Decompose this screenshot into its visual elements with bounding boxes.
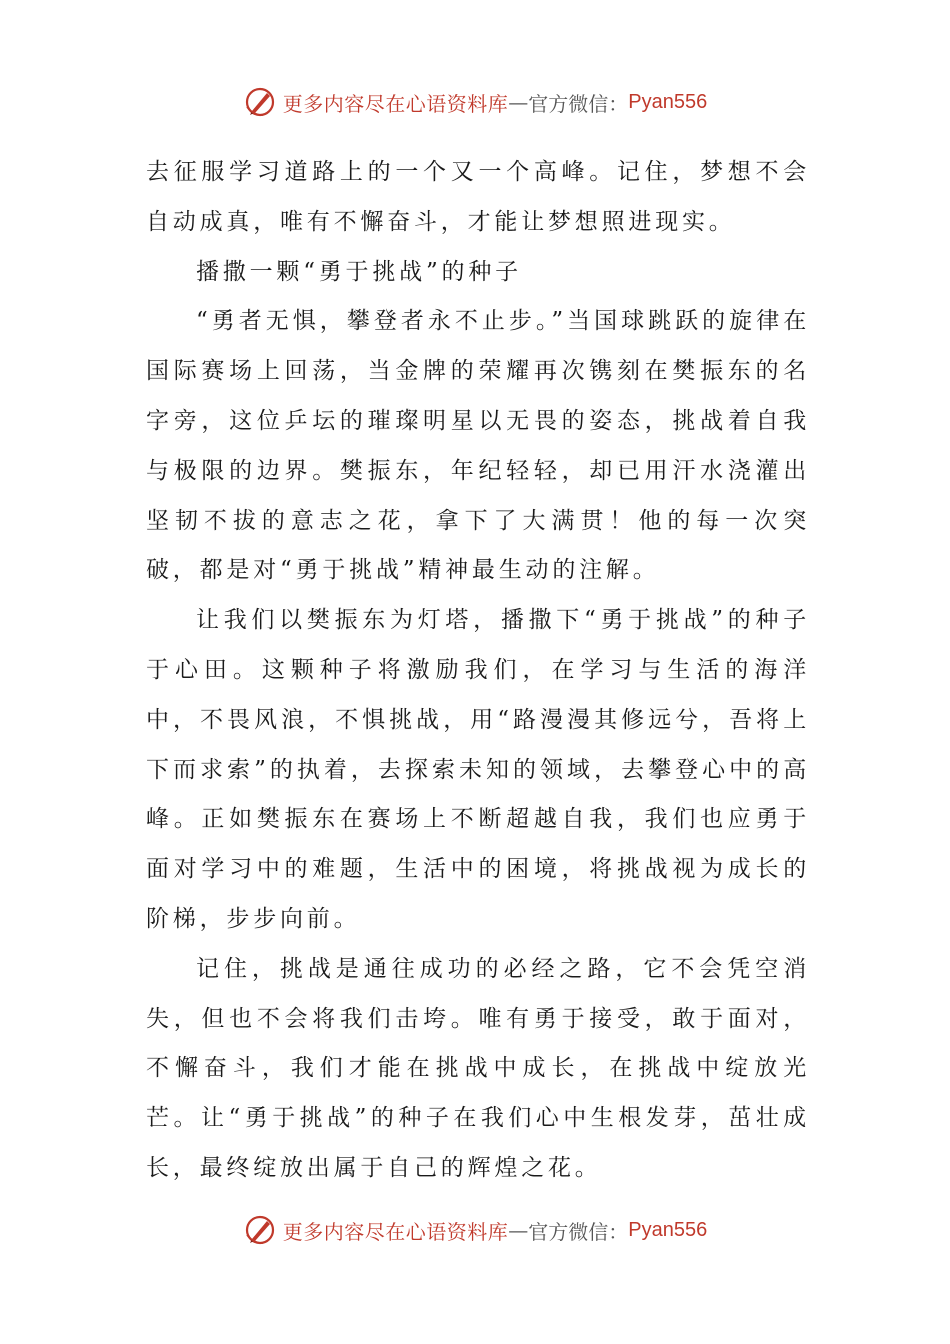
pen-circle-icon [243,85,277,119]
watermark-separator: — [508,90,529,114]
paragraph: “勇者无惧，攀登者永不止步。”当国球跳跃的旋律在国际赛场上回荡，当金牌的荣耀再次镌刻在樊振东的名字旁，这位乒坛的璀璨明星以无畏的姿态，挑战着自我与极限的边界。樊振东，年纪轻轻，却已用汗水浇灌出坚韧不拔的意志之花，拿下了大满贯！他的每一次突破，都是对“勇于挑战”精神最生动的注解。 [146,308,810,584]
header-watermark [0,82,950,122]
paragraph: 让我们以樊振东为灯塔，播撒下“勇于挑战”的种子于心田。这颗种子将激励我们，在学习与生活的海洋中，不畏风浪，不惧挑战，用“路漫漫其修远兮，吾将上下而求索”的执着，去探索未知的领域，去攀登心中的高峰。正如樊振东在赛场上不断超越自我，我们也应勇于面对学习中的难题，生活中的困境，将挑战视为成长的阶梯，步步向前。 [146,607,810,932]
watermark-wechat-label: 官方微信： [528,91,629,116]
document-body [146,148,810,1194]
watermark-title: 更多内容尽在心语资料库 [282,91,509,116]
footer-watermark [0,1210,950,1250]
pen-circle-icon [243,1213,277,1247]
watermark-wechat-label: 官方微信： [528,1219,629,1244]
paragraph: 记住，挑战是通往成功的必经之路，它不会凭空消失，但也不会将我们击垮。唯有勇于接受，敢于面对，不懈奋斗，我们才能在挑战中成长，在挑战中绽放光芒。让“勇于挑战”的种子在我们心中生根发芽，茁壮成长，最终绽放出属于自己的辉煌之花。 [146,955,810,1181]
watermark-separator: — [508,1218,529,1242]
section-heading: 播撒一颗“勇于挑战”的种子 [196,258,522,285]
watermark-title: 更多内容尽在心语资料库 [282,1219,509,1244]
watermark-wechat-id: Pyan556 [628,1218,708,1241]
paragraph-continuation: 去征服学习道路上的一个又一个高峰。记住，梦想不会自动成真，唯有不懈奋斗，才能让梦想照进现实。 [146,159,810,235]
watermark-wechat-id: Pyan556 [628,90,708,113]
